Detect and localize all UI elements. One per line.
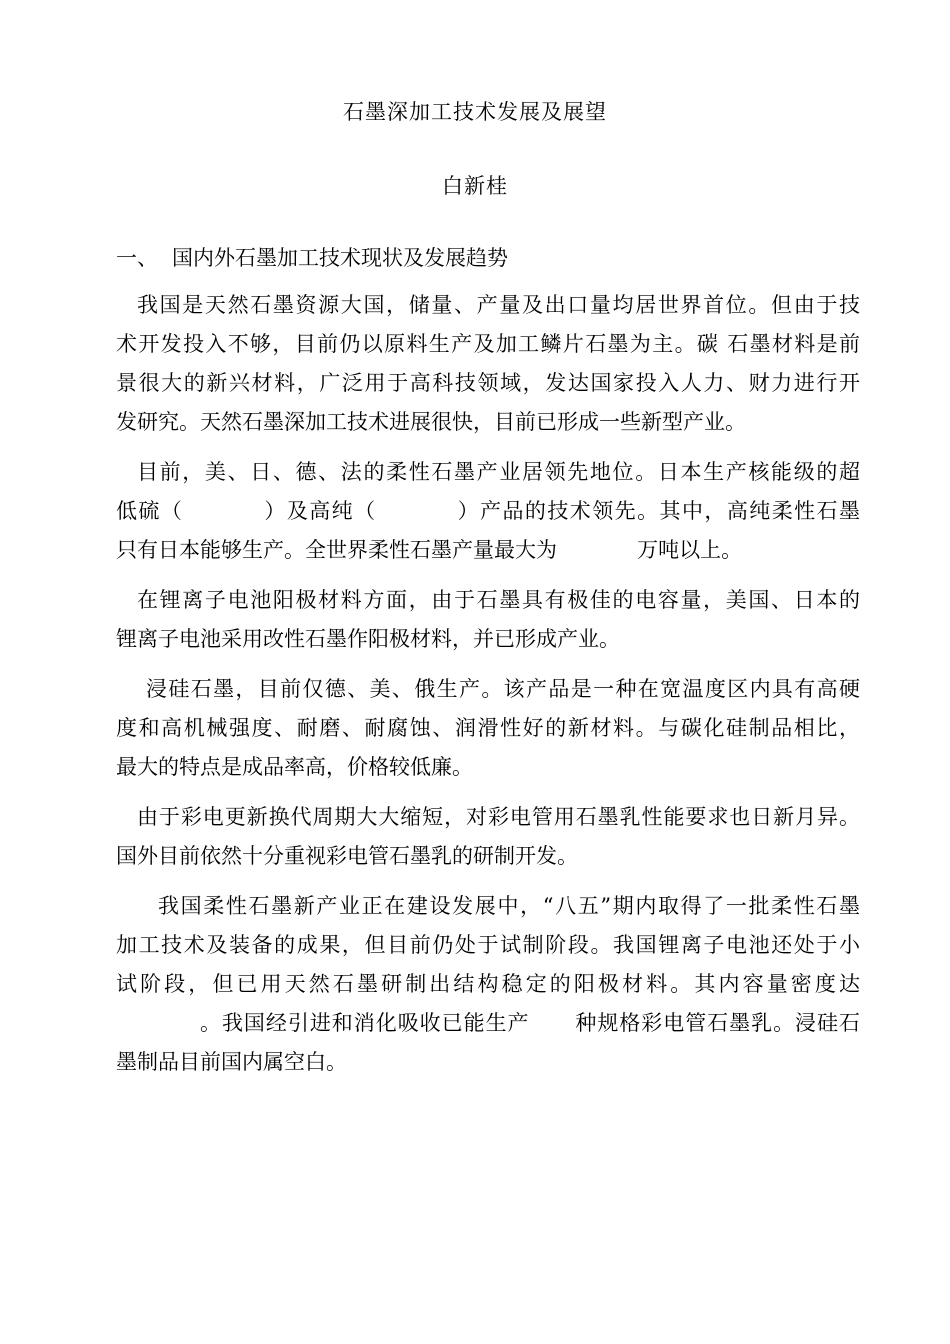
- paragraph-line: 目前，美、日、德、法的柔性石墨产业居领先地位。日本生产核能级的超: [137, 460, 860, 484]
- paragraph-line: 最大的特点是成品率高，价格较低廉。: [116, 755, 473, 779]
- paragraph-line: 浸硅石墨，目前仅德、美、俄生产。该产品是一种在宽温度区内具有高硬: [146, 677, 860, 701]
- paragraph-line: 只有日本能够生产。全世界柔性石墨产量最大为 万吨以上。: [116, 538, 743, 562]
- paragraph-line: 在锂离子电池阳极材料方面，由于石墨具有极佳的电容量，美国、日本的: [137, 588, 860, 612]
- document-title: 石墨深加工技术发展及展望: [343, 100, 607, 124]
- paragraph-line: 锂离子电池采用改性石墨作阳极材料，并已形成产业。: [116, 627, 620, 651]
- paragraph-line: 景很大的新兴材料，广泛用于高科技领域，发达国家投入人力、财力进行开: [116, 371, 860, 395]
- paragraph: [116, 798, 860, 876]
- section-heading: [116, 242, 508, 272]
- paragraph-line: 低硫（ ）及高纯（ ）产品的技术领先。其中，高纯柔性石墨: [116, 499, 860, 523]
- document-author: 白新桂: [442, 174, 508, 198]
- paragraph-line: 我国柔性石墨新产业正在建设发展中，“八五”期内取得了一批柔性石墨: [158, 894, 860, 918]
- paragraph-line: 度和高机械强度、耐磨、耐腐蚀、润滑性好的新材料。与碳化硅制品相比，: [116, 716, 860, 740]
- paragraph-line: 。我国经引进和消化吸收已能生产 种规格彩电管石墨乳。浸硅石: [200, 1011, 860, 1035]
- paragraph-line: 试阶段，但已用天然石墨研制出结构稳定的阳极材料。其内容量密度达: [116, 972, 860, 996]
- paragraph: [116, 581, 860, 659]
- paragraph-line: 我国是天然石墨资源大国，储量、产量及出口量均居世界首位。但由于技: [137, 293, 860, 317]
- paragraph: [116, 887, 860, 1082]
- paragraph: [116, 453, 860, 570]
- paragraph-line: 术开发投入不够，目前仍以原料生产及加工鳞片石墨为主。碳 石墨材料是前: [116, 332, 860, 356]
- paragraph-line: 由于彩电更新换代周期大大缩短，对彩电管用石墨乳性能要求也日新月异。: [137, 805, 860, 829]
- document-body: [116, 286, 860, 1082]
- paragraph-line: 发研究。天然石墨深加工技术进展很快，目前已形成一些新型产业。: [116, 410, 746, 434]
- paragraph: [116, 670, 860, 787]
- paragraph-line: 加工技术及装备的成果，但目前仍处于试制阶段。我国锂离子电池还处于小: [116, 933, 860, 957]
- paragraph-line: 墨制品目前国内属空白。: [116, 1050, 347, 1074]
- paragraph: [116, 286, 860, 442]
- paragraph-line: 国外目前依然十分重视彩电管石墨乳的研制开发。: [116, 844, 578, 868]
- section-title: 国内外石墨加工技术现状及发展趋势: [172, 246, 508, 270]
- section-number: 一、: [116, 246, 158, 270]
